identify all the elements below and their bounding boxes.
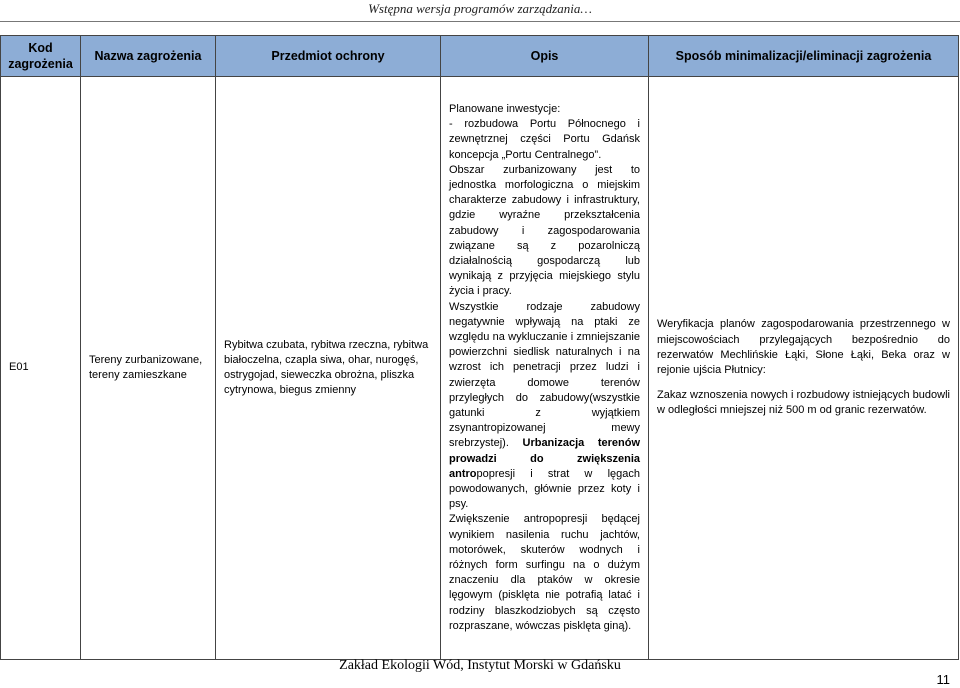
cell-przedmiot: Rybitwa czubata, rybitwa rzeczna, rybitwa białoczelna, czapla siwa, ohar, nurogęś, ostrygojad, sieweczka obrożna, pliszka cytrynowa, biegus zmienny	[216, 77, 441, 660]
cell-opis	[441, 77, 649, 660]
running-title: Wstępna wersja programów zarządzania…	[368, 1, 592, 16]
footer-institution: Zakład Ekologii Wód, Instytut Morski w Gdańsku	[339, 658, 621, 673]
opis-para-3	[449, 300, 640, 513]
opis-para-1-title: Planowane inwestycje:	[449, 102, 561, 115]
header-divider	[0, 21, 960, 22]
page-number: 11	[936, 672, 950, 687]
sposob-para-1: Weryfikacja planów zagospodarowania przestrzennego w miejscowościach przylegających bezpośrednio do rezerwatów Mechlińskie Łąki, Słone Łąki, Beka oraz w rejonie ujścia Płutnicy:	[657, 318, 950, 376]
opis-para-2: Obszar zurbanizowany jest to jednostka morfologiczna o miejskim charakterze zabudowy i infrastruktury, gdzie wyraźne przekształcenia zabudowy i zagospodarowania związane są z pozarolniczą działalnością gospodarczą lub wynikają z przyjęcia miejskiego stylu życia i pracy.	[449, 163, 640, 298]
header-kod: Kod zagrożenia	[1, 36, 81, 77]
cell-nazwa: Tereny zurbanizowane, tereny zamieszkane	[81, 77, 216, 660]
threats-table	[0, 35, 959, 660]
table-row	[1, 77, 959, 660]
paragraph-spacer	[657, 378, 950, 388]
opis-para-1-body: - rozbudowa Portu Północnego i zewnętrznej części Portu Gdańsk koncepcja „Portu Centralnego”.	[449, 118, 640, 161]
opis-para-3-bold: Urbanizacja terenów prowadzi do zwiększenia antro	[449, 437, 640, 480]
header-opis: Opis	[441, 36, 649, 77]
header-przedmiot: Przedmiot ochrony	[216, 36, 441, 77]
opis-para-4: Zwiększenie antropopresji będącej wynikiem nasilenia ruchu jachtów, motorówek, skuterów wodnych i różnych form surfingu na o dużym znaczeniu dla ptaków w okresie lęgowym (pisklęta nie potrafią latać i rodziny blaszkodziobych są często rozpraszane, wówczas pisklęta giną).	[449, 513, 640, 632]
cell-sposob	[649, 77, 959, 660]
sposob-para-2: Zakaz wznoszenia nowych i rozbudowy istniejących budowli w odległości mniejszej niż 500 m od granic rezerwatów.	[657, 389, 950, 417]
header-nazwa: Nazwa zagrożenia	[81, 36, 216, 77]
header-sposob: Sposób minimalizacji/eliminacji zagrożenia	[649, 36, 959, 77]
cell-kod: E01	[1, 77, 81, 660]
opis-para-3-end: popresji i strat w lęgach powodowanych, głównie przez koty i psy.	[449, 467, 640, 511]
table-header-row	[1, 36, 959, 77]
opis-para-3-start: Wszystkie rodzaje zabudowy negatywnie wpływają na ptaki ze względu na wykluczanie i zmniejszanie powierzchni siedlisk naturalnych i na wzrost ich penetracji przez ludzi i zwierzęta domowe terenów przyległych do zabudowy(wszystkie gatunki z wyjątkiem zsynantropizowanej mewy srebrzystej).	[449, 300, 640, 450]
